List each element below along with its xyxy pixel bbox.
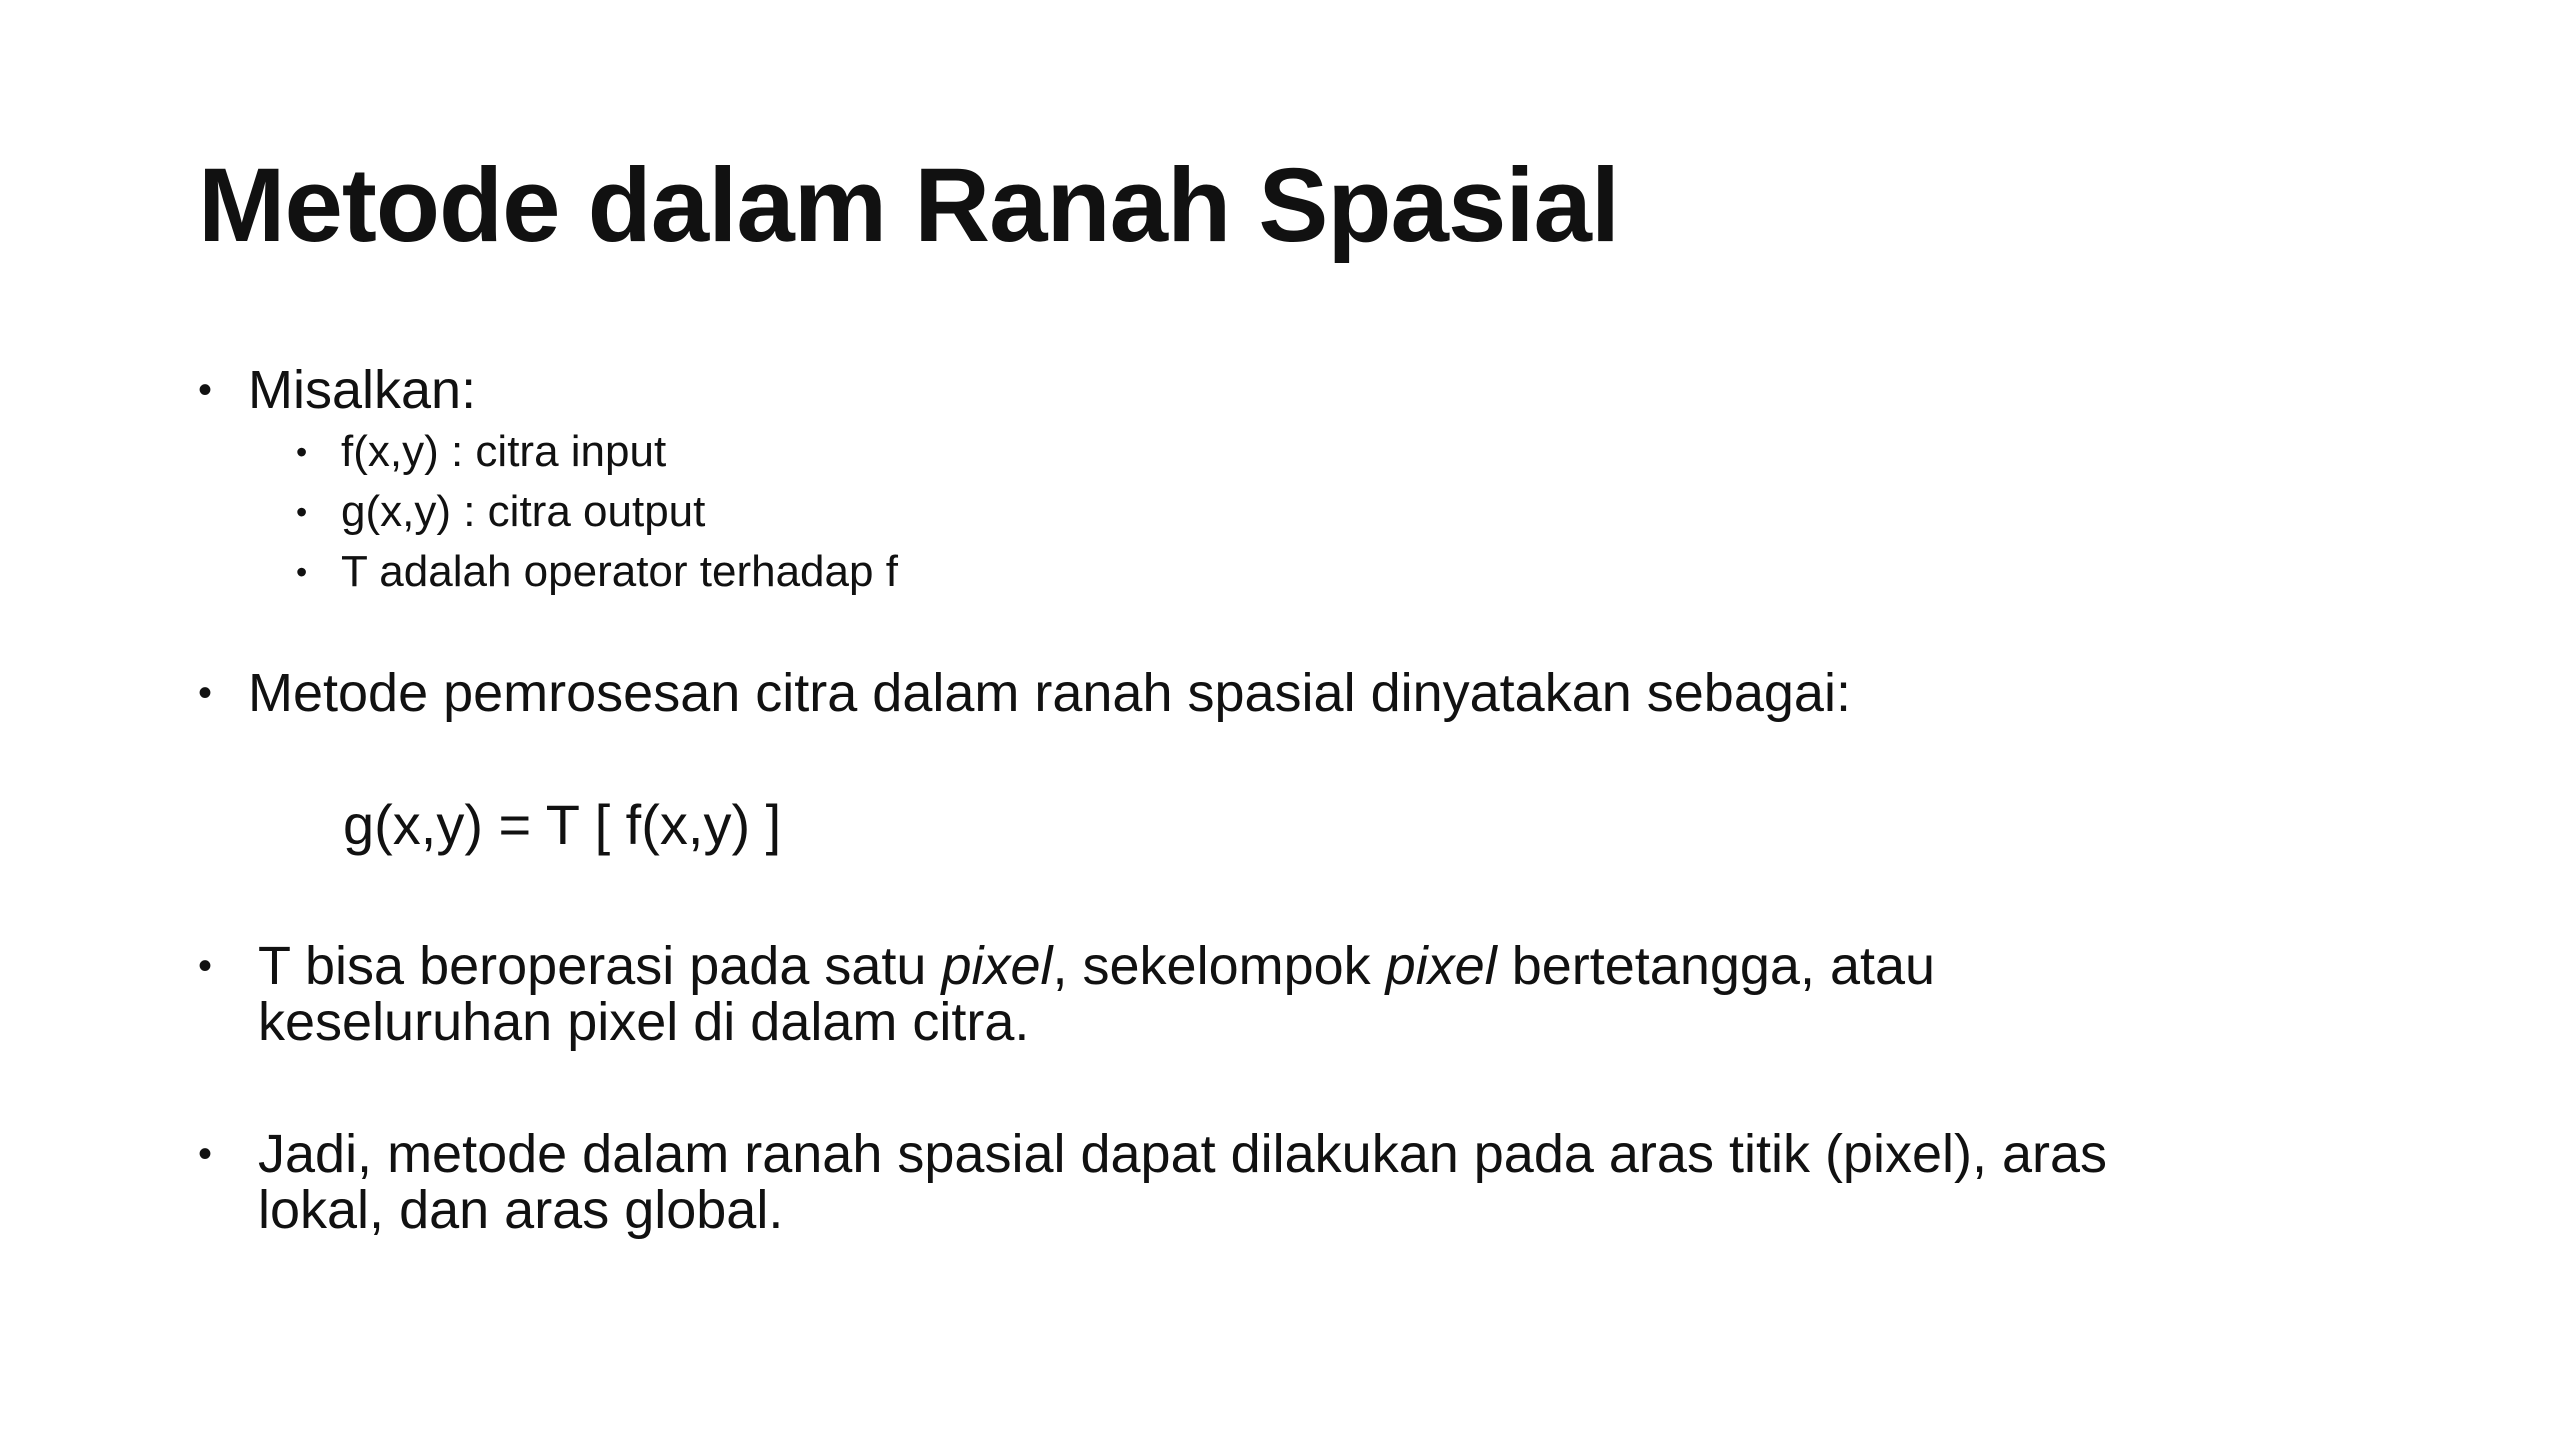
sub-bullet-marker: • [296,554,308,590]
sub-bullet-marker: • [296,494,308,530]
bullet-marker: • [198,944,213,988]
sub-bullet-text: g(x,y) : citra output [341,487,706,536]
text-fragment: T bisa beroperasi pada satu [258,936,942,996]
italic-term: pixel [941,936,1053,996]
bullet-text [258,938,1935,1050]
bullet-line-2: keseluruhan pixel di dalam citra. [258,992,1030,1052]
italic-term: pixel [1385,936,1497,996]
bullet-marker: • [198,368,213,412]
bullet-t-operation [198,938,1935,1050]
bullet-misalkan [198,362,476,418]
sub-bullet-marker: • [296,434,308,470]
bullet-marker: • [198,671,213,715]
bullet-text: Metode pemrosesan citra dalam ranah spasial dinyatakan sebagai: [248,663,1851,723]
text-fragment: bertetangga, atau [1496,936,1936,996]
formula: g(x,y) = T [ f(x,y) ] [343,793,782,856]
bullet-text: Misalkan: [248,360,477,420]
text-fragment: , sekelompok [1052,936,1386,996]
bullet-line-1 [258,938,1935,994]
bullet-text [258,1126,2107,1238]
bullet-jadi [198,1126,2107,1238]
sub-bullet-t [296,548,898,596]
slide-title: Metode dalam Ranah Spasial [198,147,1620,264]
sub-bullet-f [296,428,666,476]
bullet-marker: • [198,1132,213,1176]
bullet-metode-pemrosesan [198,665,1851,721]
bullet-line-1: Jadi, metode dalam ranah spasial dapat dilakukan pada aras titik (pixel), aras [258,1124,2108,1184]
bullet-line-2: lokal, dan aras global. [258,1180,784,1240]
sub-bullet-text: T adalah operator terhadap f [341,547,898,596]
sub-bullet-g [296,488,705,536]
sub-bullet-text: f(x,y) : citra input [341,427,667,476]
